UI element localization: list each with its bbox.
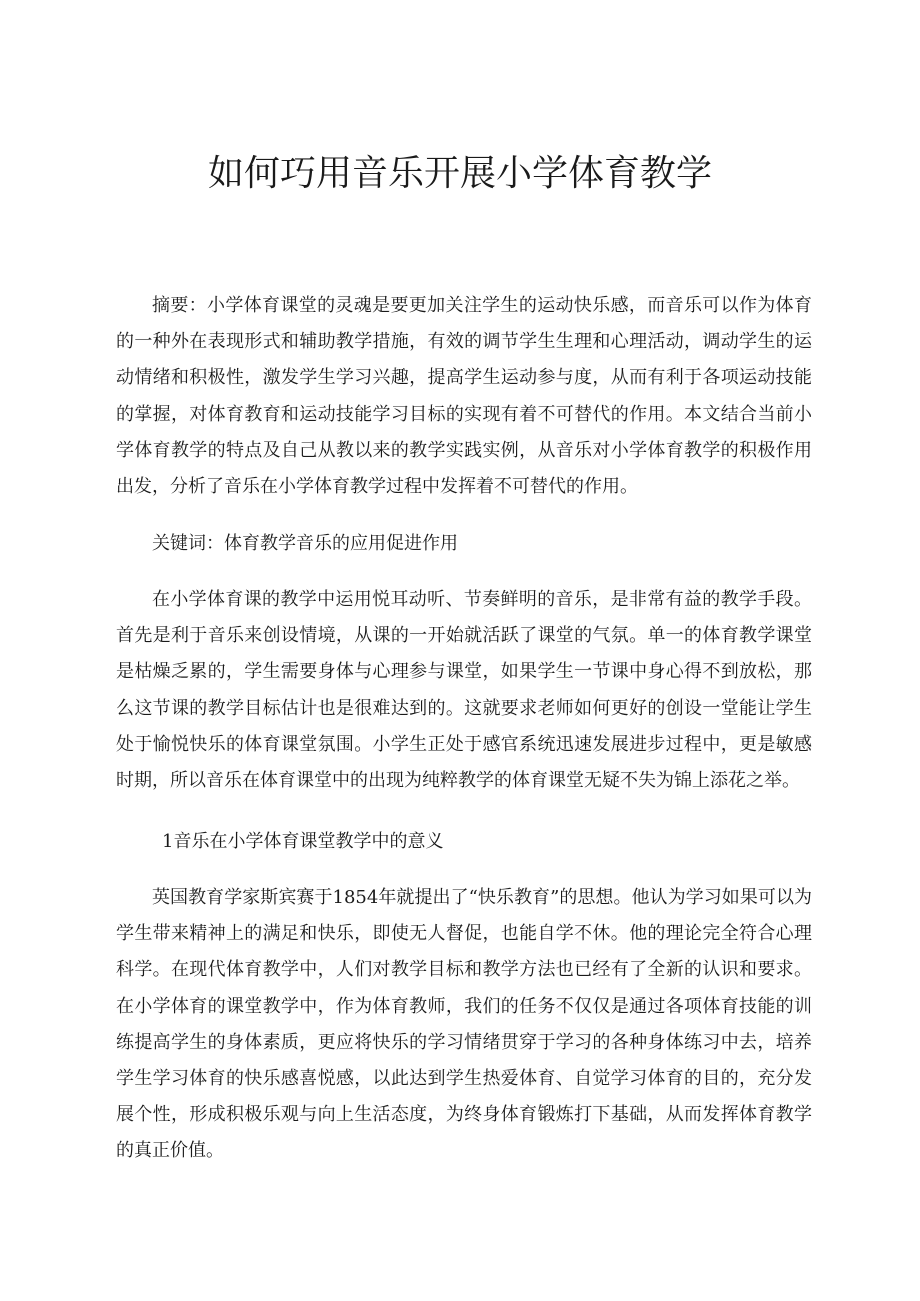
section-heading: 1音乐在小学体育课堂教学中的意义 <box>162 831 444 852</box>
section-body-paragraph: 英国教育学家斯宾赛于1854年就提出了“快乐教育”的思想。他认为学习如果可以为学生带来精神上的满足和快乐，即使无人督促，也能自学不休。他的理论完全符合心理科学。在现代体育教学中，人们对教学目标和教学方法也已经有了全新的认识和要求。在小学体育的课堂教学中，作为体育教师，我们的任务不仅仅是通过各项体育技能的训练提高学生的身体素质，更应将快乐的学习情绪贯穿于学习的各种身体练习中去，培养学生学习体育的快乐感喜悦感，以此达到学生热爱体育、自觉学习体育的目的，充分发展个性，形成积极乐观与向上生活态度，为终身体育锻炼打下基础，从而发挥体育教学的真正价值。 <box>116 887 812 1162</box>
document-title: 如何巧用音乐开展小学体育教学 <box>207 153 712 194</box>
keywords-line: 关键词：体育教学音乐的应用促进作用 <box>152 533 458 554</box>
abstract-paragraph: 摘要：小学体育课堂的灵魂是要更加关注学生的运动快乐感，而音乐可以作为体育的一种外在表现形式和辅助教学措施，有效的调节学生生理和心理活动，调动学生的运动情绪和积极性，激发学生学习兴趣，提高学生运动参与度，从而有利于各项运动技能的掌握，对体育教育和运动技能学习目标的实现有着不可替代的作用。本文结合当前小学体育教学的特点及自己从教以来的教学实践实例，从音乐对小学体育教学的积极作用出发，分析了音乐在小学体育教学过程中发挥着不可替代的作用。 <box>116 295 812 498</box>
intro-paragraph: 在小学体育课的教学中运用悦耳动听、节奏鲜明的音乐，是非常有益的教学手段。首先是利于音乐来创设情境，从课的一开始就活跃了课堂的气氛。单一的体育教学课堂是枯燥乏累的，学生需要身体与心理参与课堂，如果学生一节课中身心得不到放松，那么这节课的教学目标估计也是很难达到的。这就要求老师如何更好的创设一堂能让学生处于愉悦快乐的体育课堂氛围。小学生正处于感官系统迅速发展进步过程中，更是敏感时期，所以音乐在体育课堂中的出现为纯粹教学的体育课堂无疑不失为锦上添花之举。 <box>116 589 812 792</box>
